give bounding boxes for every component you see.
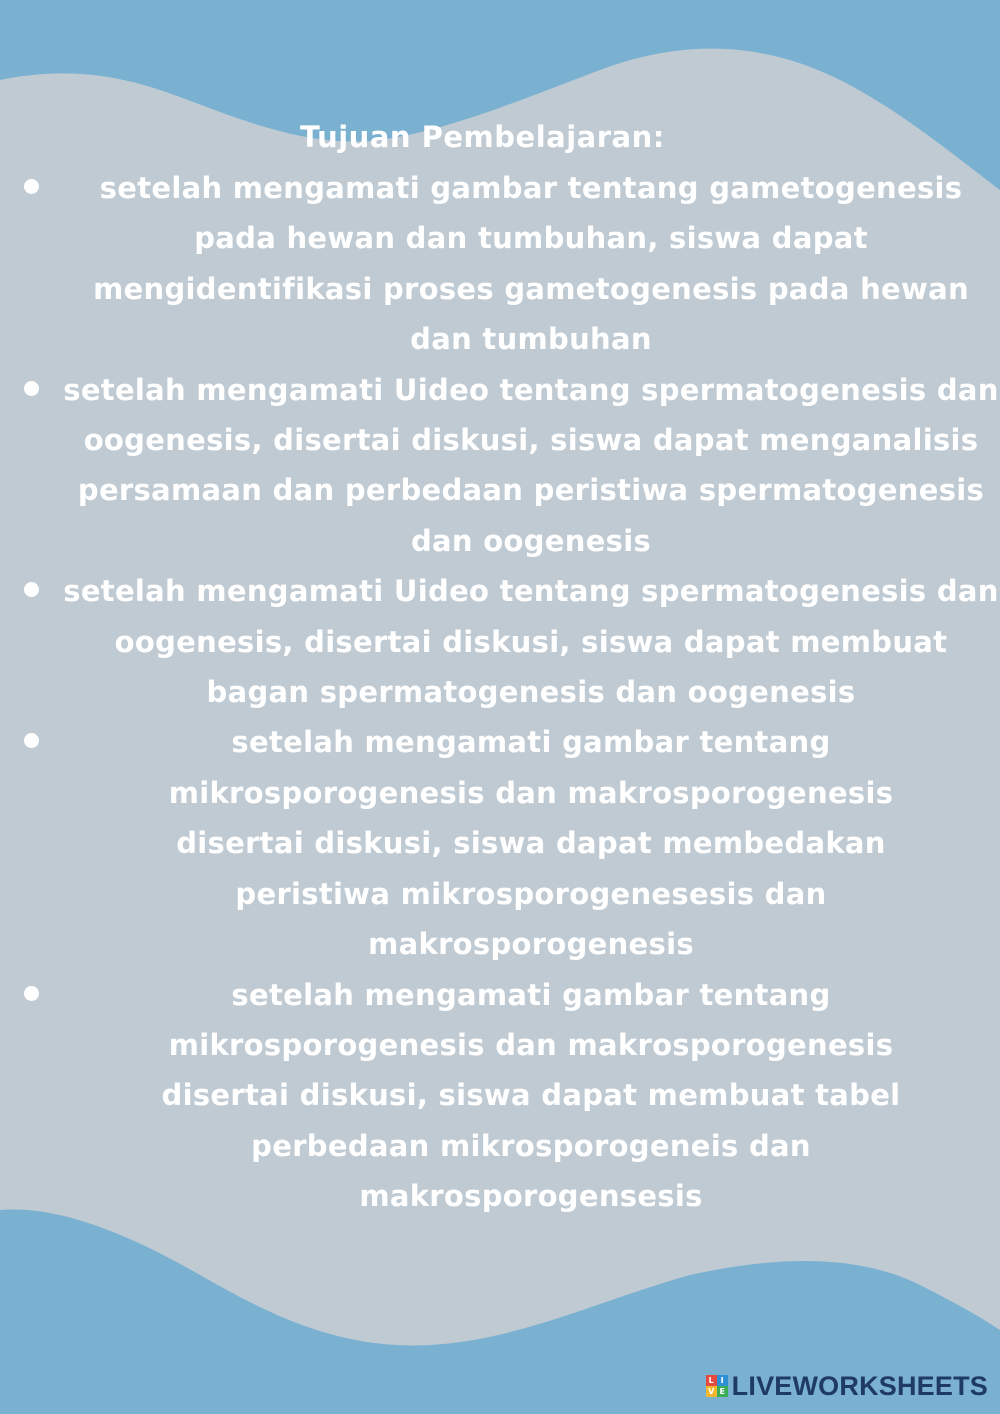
objective-text: setelah mengamati gambar tentang gametogenesis pada hewan dan tumbuhan, siswa dapat mengidentifikasi proses gametogenesis pada hewan dan tumbuhan bbox=[93, 171, 969, 357]
bullet-icon bbox=[24, 733, 39, 748]
objective-item-3 bbox=[0, 566, 1000, 717]
objective-text: setelah mengamati gambar tentang mikrosporogenesis dan makrosporogenesis disertai diskusi, siswa dapat membuat tabel perbedaan mikrosporogeneis dan makrosporogensesis bbox=[161, 977, 901, 1214]
brand-name: LIVEWORKSHEETS bbox=[731, 1370, 988, 1401]
objective-text: setelah mengamati Uideo tentang spermatogenesis dan oogenesis, disertai diskusi, siswa dapat membuat bagan spermatogenesis dan oogenesis bbox=[63, 574, 999, 710]
objective-text: setelah mengamati Uideo tentang spermatogenesis dan oogenesis, disertai diskusi, siswa dapat menganalisis persamaan dan perbedaan peristiwa spermatogenesis dan oogenesis bbox=[63, 372, 999, 558]
liveworksheets-logo-icon: L I V E bbox=[706, 1375, 728, 1397]
page-title: Tujuan Pembelajaran: bbox=[300, 120, 665, 154]
objective-item-1 bbox=[0, 163, 1000, 365]
liveworksheets-brand[interactable] bbox=[706, 1366, 988, 1406]
objective-item-4 bbox=[0, 717, 1000, 969]
bullet-icon bbox=[24, 582, 39, 597]
bullet-icon bbox=[24, 381, 39, 396]
objectives-list bbox=[0, 163, 1000, 1222]
bullet-icon bbox=[24, 986, 39, 1001]
bullet-icon bbox=[24, 179, 39, 194]
objective-item-5 bbox=[0, 970, 1000, 1222]
objective-item-2 bbox=[0, 365, 1000, 567]
objective-text: setelah mengamati gambar tentang mikrosporogenesis dan makrosporogenesis disertai diskusi, siswa dapat membedakan peristiwa mikrosporogenesesis dan makrosporogenesis bbox=[168, 725, 894, 962]
